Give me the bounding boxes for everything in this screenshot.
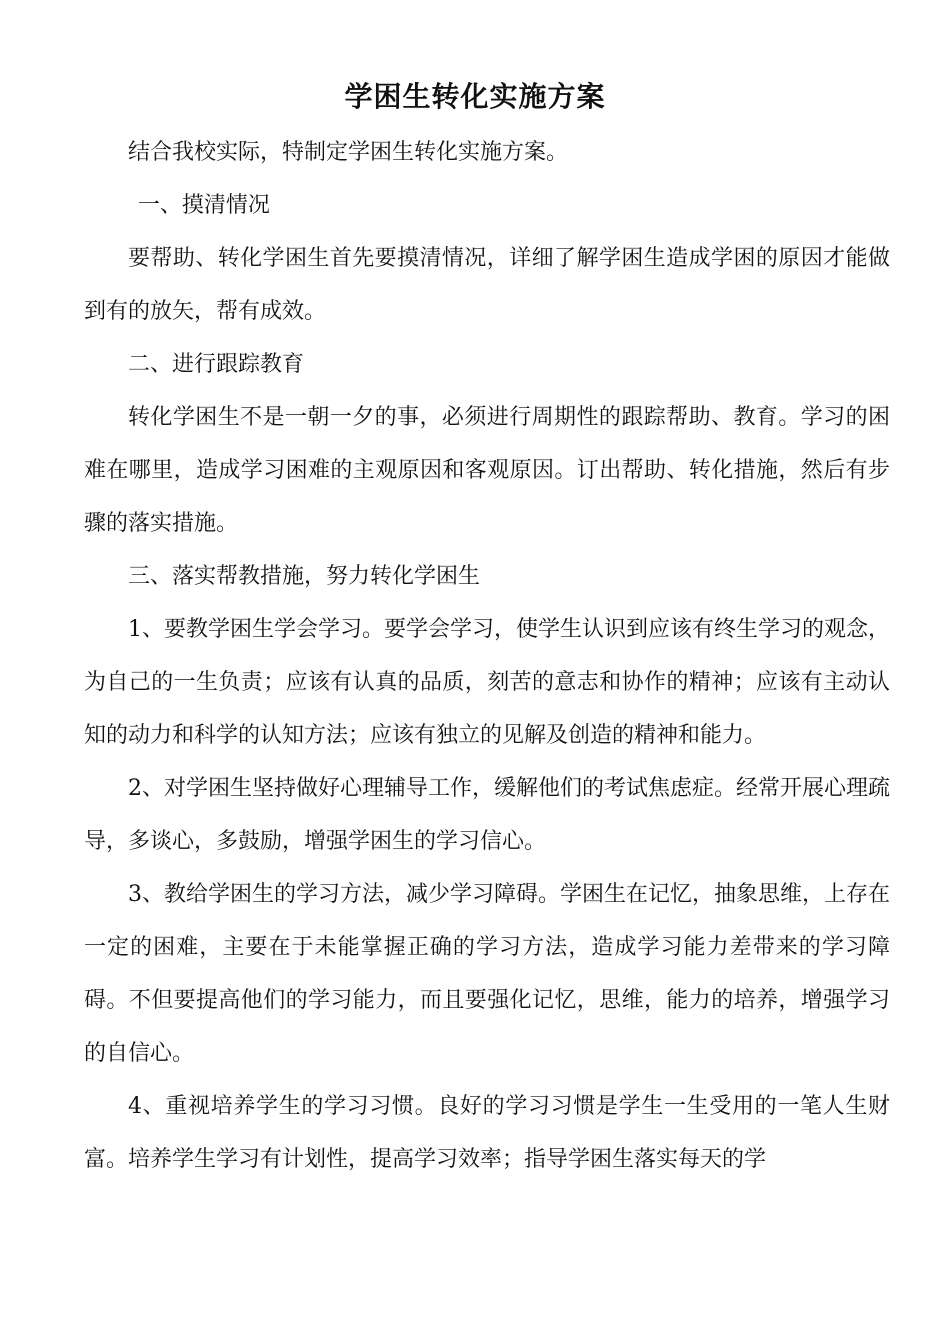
intro-paragraph: 结合我校实际，特制定学困生转化实施方案。 xyxy=(128,140,569,165)
section-1-paragraph: 要帮助、转化学困生首先要摸清情况，详细了解学困生造成学困的原因才能做到有的放矢，帮有成效。 xyxy=(84,246,890,324)
list-item-1: 1、要教学困生学会学习。要学会学习，使学生认识到应该有终生学习的观念，为自己的一生负责；应该有认真的品质，刻苦的意志和协作的精神；应该有主动认知的动力和科学的认知方法；应该有独立的见解及创造的精神和能力。 xyxy=(84,617,890,748)
list-item-4: 4、重视培养学生的学习习惯。良好的学习习惯是学生一生受用的一笔人生财富。培养学生学习有计划性，提高学习效率；指导学困生落实每天的学 xyxy=(84,1094,890,1172)
section-2-paragraph: 转化学困生不是一朝一夕的事，必须进行周期性的跟踪帮助、教育。学习的困难在哪里，造成学习困难的主观原因和客观原因。订出帮助、转化措施，然后有步骤的落实措施。 xyxy=(84,405,890,536)
document-title: 学困生转化实施方案 xyxy=(344,80,606,113)
section-heading-2: 二、进行跟踪教育 xyxy=(128,352,305,377)
section-heading-3: 三、落实帮教措施，努力转化学困生 xyxy=(128,564,481,589)
list-item-3: 3、教给学困生的学习方法，减少学习障碍。学困生在记忆，抽象思维，上存在一定的困难，主要在于未能掌握正确的学习方法，造成学习能力差带来的学习障碍。不但要提高他们的学习能力，而且要强化记忆，思维，能力的培养，增强学习的自信心。 xyxy=(84,882,890,1066)
list-item-2: 2、对学困生坚持做好心理辅导工作，缓解他们的考试焦虑症。经常开展心理疏导，多谈心，多鼓励，增强学困生的学习信心。 xyxy=(84,776,890,854)
section-heading-1: 一、摸清情况 xyxy=(137,193,270,218)
document-body xyxy=(84,126,890,1186)
